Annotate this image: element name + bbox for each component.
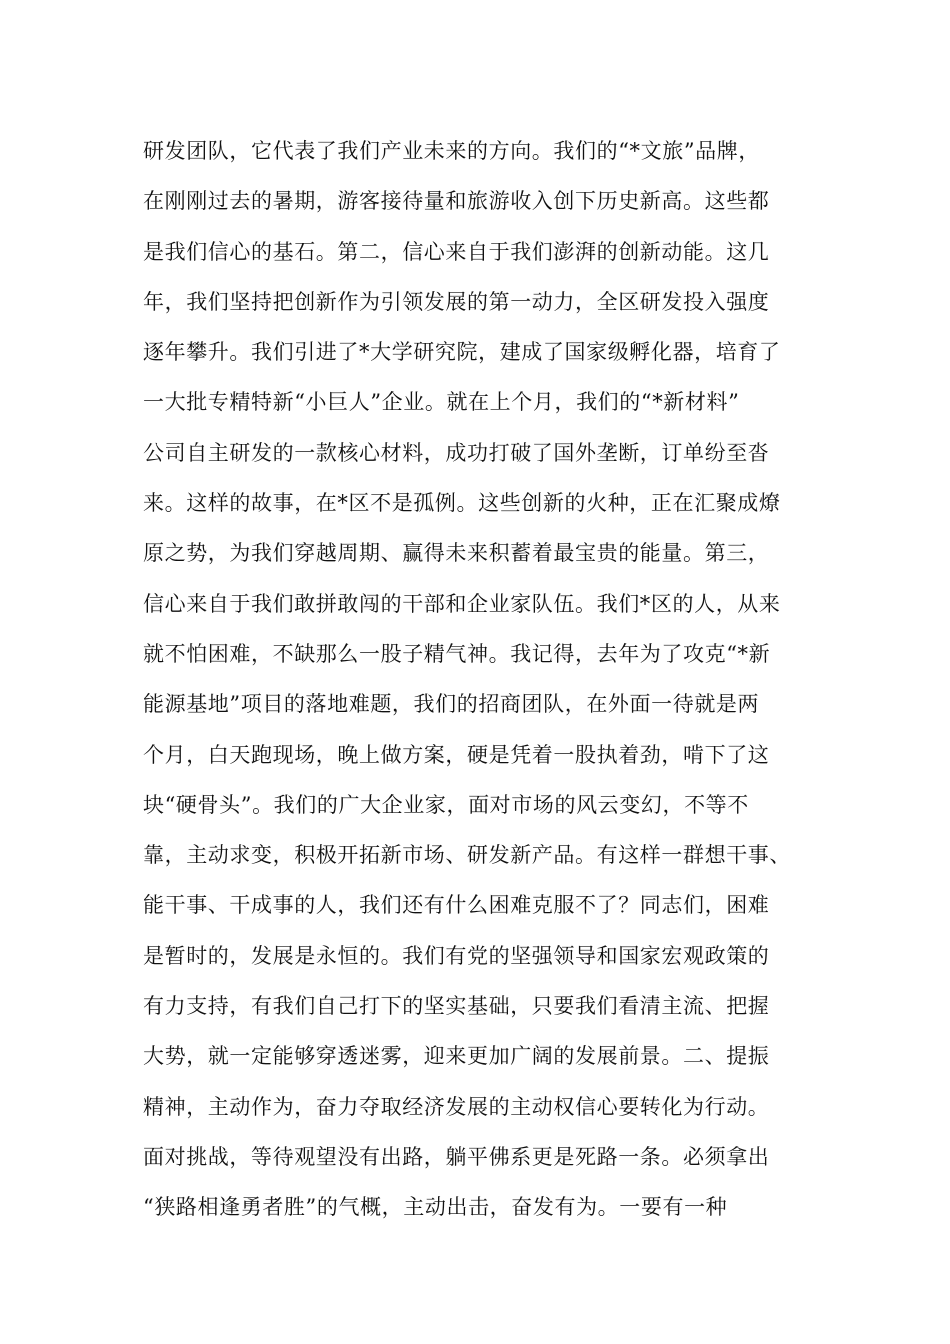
text-line: 能干事、干成事的人，我们还有什么困难克服不了？同志们，困难 bbox=[143, 893, 770, 918]
text-line: 在刚刚过去的暑期，游客接待量和旅游收入创下历史新高。这些都 bbox=[143, 189, 770, 214]
text-line: “狭路相逢勇者胜”的气概，主动出击，奋发有为。一要有一种 bbox=[143, 1195, 728, 1220]
text-line: 面对挑战，等待观望没有出路，躺平佛系更是死路一条。必须拿出 bbox=[143, 1144, 770, 1169]
body-text bbox=[143, 132, 823, 1239]
text-line: 就不怕困难，不缺那么一股子精气神。我记得，去年为了攻克“*新 bbox=[143, 641, 771, 666]
text-line: 个月，白天跑现场，晚上做方案，硬是凭着一股执着劲，啃下了这 bbox=[143, 742, 770, 767]
text-line: 能源基地”项目的落地难题，我们的招商团队，在外面一待就是两 bbox=[143, 692, 760, 717]
text-line: 信心来自于我们敢拼敢闯的干部和企业家队伍。我们*区的人，从来 bbox=[143, 591, 781, 616]
text-line: 精神，主动作为，奋力夺取经济发展的主动权信心要转化为行动。 bbox=[143, 1094, 770, 1119]
text-line: 大势，就一定能够穿透迷雾，迎来更加广阔的发展前景。二、提振 bbox=[143, 1044, 770, 1069]
text-line: 块“硬骨头”。我们的广大企业家，面对市场的风云变幻，不等不 bbox=[143, 792, 749, 817]
text-line: 公司自主研发的一款核心材料，成功打破了国外垄断，订单纷至沓 bbox=[143, 440, 770, 465]
text-line: 是我们信心的基石。第二，信心来自于我们澎湃的创新动能。这几 bbox=[143, 239, 770, 264]
text-line: 年，我们坚持把创新作为引领发展的第一动力，全区研发投入强度 bbox=[143, 289, 770, 314]
text-line: 有力支持，有我们自己打下的坚实基础，只要我们看清主流、把握 bbox=[143, 994, 770, 1019]
text-line: 逐年攀升。我们引进了*大学研究院，建成了国家级孵化器，培育了 bbox=[143, 340, 781, 365]
text-line: 原之势，为我们穿越周期、赢得未来积蓄着最宝贵的能量。第三， bbox=[143, 541, 770, 566]
text-line: 研发团队，它代表了我们产业未来的方向。我们的“*文旅”品牌， bbox=[143, 139, 760, 163]
text-line: 是暂时的，发展是永恒的。我们有党的坚强领导和国家宏观政策的 bbox=[143, 943, 770, 968]
text-line: 一大批专精特新“小巨人”企业。就在上个月，我们的“*新材料” bbox=[143, 390, 740, 415]
text-line: 靠，主动求变，积极开拓新市场、研发新产品。有这样一群想干事、 bbox=[143, 843, 791, 868]
text-line: 来。这样的故事，在*区不是孤例。这些创新的火种，正在汇聚成燎 bbox=[143, 491, 781, 516]
